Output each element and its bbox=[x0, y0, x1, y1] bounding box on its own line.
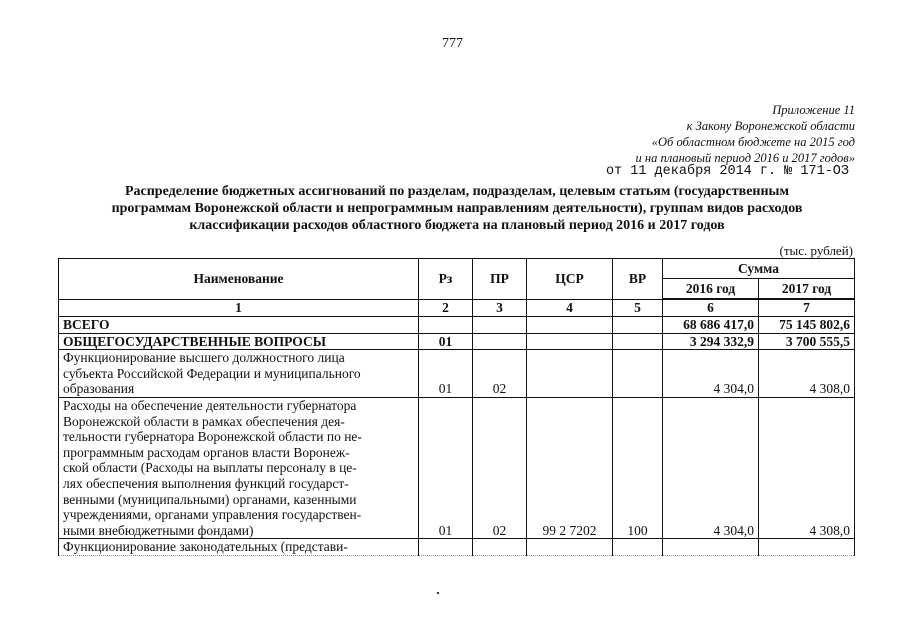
appendix-line: Приложение 11 bbox=[772, 103, 855, 117]
row-vr bbox=[613, 333, 663, 350]
row-name-line: ской области (Расходы на выплаты персоналу в це- bbox=[63, 460, 357, 476]
row-name-line: образования bbox=[63, 381, 135, 397]
decree-reference: от 11 декабря 2014 г. № 171-ОЗ bbox=[605, 164, 849, 179]
row-name-line: учреждениями, органами управления государствен- bbox=[63, 507, 362, 523]
header-pr: ПР bbox=[473, 259, 527, 300]
appendix-line: к Закону Воронежской области bbox=[686, 119, 855, 133]
row-csr bbox=[527, 333, 613, 350]
row-2016: 4 304,0 bbox=[663, 350, 759, 398]
row-name-line: венными (муниципальными) органами, казенными bbox=[63, 491, 357, 507]
row-name-line: лях обеспечения выполнения функций государст- bbox=[63, 475, 349, 491]
row-rz: 01 bbox=[419, 397, 473, 538]
document-title bbox=[62, 183, 852, 234]
row-2017 bbox=[759, 539, 855, 556]
row-rz bbox=[419, 317, 473, 334]
column-number: 6 bbox=[663, 299, 759, 317]
row-vr: 100 bbox=[613, 397, 663, 538]
row-name: ОБЩЕГОСУДАРСТВЕННЫЕ ВОПРОСЫ bbox=[59, 333, 419, 350]
row-rz bbox=[419, 539, 473, 556]
title-line: классификации расходов областного бюджета на плановый период 2016 и 2017 годов bbox=[189, 218, 725, 233]
row-pr bbox=[473, 317, 527, 334]
column-number: 4 bbox=[527, 299, 613, 317]
row-vr bbox=[613, 539, 663, 556]
row-name: ВСЕГО bbox=[59, 317, 419, 334]
column-number: 5 bbox=[613, 299, 663, 317]
row-2016 bbox=[663, 539, 759, 556]
row-name-line: ными внебюджетными фондами) bbox=[63, 522, 254, 538]
row-pr bbox=[473, 539, 527, 556]
row-name-line: субъекта Российской Федерации и муниципального bbox=[63, 365, 361, 381]
row-csr bbox=[527, 539, 613, 556]
header-name: Наименование bbox=[59, 259, 419, 300]
column-number: 1 bbox=[59, 299, 419, 317]
appendix-line: и на плановый период 2016 и 2017 годов» bbox=[635, 151, 855, 165]
scan-speck bbox=[437, 592, 439, 594]
row-name-line: программным расходам органов власти Воронеж- bbox=[63, 444, 350, 460]
row-pr: 02 bbox=[473, 397, 527, 538]
row-name bbox=[59, 350, 419, 398]
appendix-line: «Об областном бюджете на 2015 год bbox=[651, 135, 855, 149]
title-line: Распределение бюджетных ассигнований по разделам, подразделам, целевым статьям (государственным bbox=[124, 184, 790, 199]
row-2017: 4 308,0 bbox=[759, 397, 855, 538]
table-row bbox=[59, 333, 855, 350]
header-csr: ЦСР bbox=[527, 259, 613, 300]
header-vr: ВР bbox=[613, 259, 663, 300]
units-label: (тыс. рублей) bbox=[779, 243, 853, 258]
row-name-line: тельности губернатора Воронежской области по не- bbox=[63, 429, 362, 445]
column-number: 7 bbox=[759, 299, 855, 317]
column-number-row bbox=[59, 299, 855, 317]
row-name-line: Воронежской области в рамках обеспечения дея- bbox=[63, 413, 345, 429]
row-vr bbox=[613, 317, 663, 334]
table-row bbox=[59, 350, 855, 398]
row-2016: 3 294 332,9 bbox=[663, 333, 759, 350]
table-row bbox=[59, 539, 855, 556]
header-2016: 2016 год bbox=[663, 279, 759, 300]
row-2017: 4 308,0 bbox=[759, 350, 855, 398]
title-line: программам Воронежской области и непрограммным направлениям деятельности), группам видов расходов bbox=[111, 201, 803, 216]
row-vr bbox=[613, 350, 663, 398]
row-name-line: Расходы на обеспечение деятельности губернатора bbox=[63, 397, 357, 413]
column-number: 3 bbox=[473, 299, 527, 317]
row-pr: 02 bbox=[473, 350, 527, 398]
header-rz: Рз bbox=[419, 259, 473, 300]
row-pr bbox=[473, 333, 527, 350]
row-csr bbox=[527, 350, 613, 398]
row-name-line: Функционирование высшего должностного лица bbox=[63, 350, 345, 366]
table-row bbox=[59, 397, 855, 538]
row-name: Функционирование законодательных (представи- bbox=[59, 539, 419, 556]
row-rz: 01 bbox=[419, 350, 473, 398]
row-rz: 01 bbox=[419, 333, 473, 350]
row-2016: 68 686 417,0 bbox=[663, 317, 759, 334]
row-name bbox=[59, 397, 419, 538]
header-2017: 2017 год bbox=[759, 279, 855, 300]
row-2017: 75 145 802,6 bbox=[759, 317, 855, 334]
row-csr: 99 2 7202 bbox=[527, 397, 613, 538]
table-row bbox=[59, 317, 855, 334]
appendix-note bbox=[636, 102, 855, 166]
row-csr bbox=[527, 317, 613, 334]
column-number: 2 bbox=[419, 299, 473, 317]
header-sum: Сумма bbox=[663, 259, 855, 279]
budget-table bbox=[58, 258, 855, 556]
row-2017: 3 700 555,5 bbox=[759, 333, 855, 350]
row-2016: 4 304,0 bbox=[663, 397, 759, 538]
page-number: 777 bbox=[442, 36, 463, 51]
